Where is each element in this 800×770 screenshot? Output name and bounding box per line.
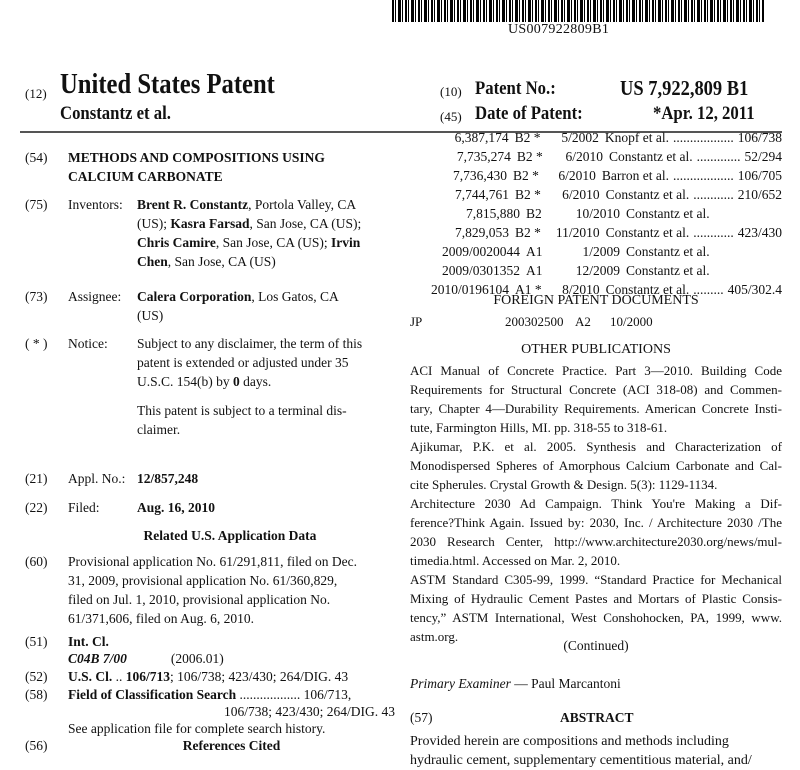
- code-54: (54): [25, 150, 48, 165]
- references-cited-heading: References Cited: [182, 738, 281, 753]
- references-cited-section: [25, 737, 395, 754]
- code-75: (75): [25, 197, 48, 212]
- inventor: Kasra Farsad: [170, 216, 250, 231]
- publication-line: tency,” ASTM International, West Conshohocken, PA, 1999, www.: [410, 610, 782, 625]
- foreign-reference: [410, 312, 782, 331]
- ref-class: 52/294: [744, 149, 782, 164]
- ref-name: Constantz et al.: [609, 149, 693, 164]
- dot-leader: .............: [696, 149, 741, 164]
- inventor-location: , San Jose, CA (US);: [249, 216, 362, 231]
- abstract-heading: [410, 708, 782, 727]
- assignee-location: , Los Gatos, CA: [251, 289, 339, 304]
- examiner-name: Paul Marcantoni: [531, 676, 621, 691]
- examiner-label: Primary Examiner: [410, 676, 511, 691]
- publication: [410, 494, 782, 570]
- field-search-note: See application file for complete search history.: [68, 721, 326, 736]
- ref-kind: A1: [526, 263, 543, 278]
- ref-class: 405/302.4: [727, 282, 783, 297]
- ref-number: 7,815,880: [466, 206, 520, 221]
- dot-leader: ..................: [672, 168, 734, 183]
- continued-label: (Continued): [563, 638, 629, 653]
- publication: [410, 437, 782, 494]
- ref-number: 2010/0196104: [431, 282, 510, 297]
- inventor-location: (US);: [137, 216, 171, 231]
- provisional-text: 31, 2009, provisional application No. 61/360,829,: [68, 573, 338, 588]
- notice-text: claimer.: [137, 422, 181, 437]
- int-cl-section: [25, 633, 395, 667]
- reference-row: [410, 166, 782, 185]
- field-search-text: 106/713,: [303, 687, 352, 702]
- notice-section: [25, 334, 395, 439]
- notice-label: Notice:: [68, 336, 108, 351]
- ref-kind: A1 *: [515, 282, 542, 297]
- inventors-section: [25, 195, 395, 271]
- notice-text: days.: [239, 374, 272, 389]
- code-10: (10): [440, 84, 462, 99]
- inventor: Irvin: [331, 235, 361, 250]
- publication-line: timedia.html. Accessed on Mar. 2, 2010.: [410, 553, 621, 568]
- ref-number: 6,387,174: [454, 130, 509, 145]
- inventor: Brent R. Constantz: [137, 197, 249, 212]
- abstract-line: Provided herein are compositions and methods including: [410, 734, 729, 749]
- publication-line: ASTM Standard C305-99, 1999. “Standard Practice for Mechanical: [410, 572, 782, 587]
- patent-no-label: Patent No.:: [475, 78, 556, 99]
- code-56: (56): [25, 738, 48, 753]
- us-cl-label: U.S. Cl.: [68, 669, 113, 684]
- int-cl-year: (2006.01): [170, 651, 224, 666]
- date-label: Date of Patent:: [475, 103, 583, 124]
- provisional-text: filed on Jul. 1, 2010, provisional application No.: [68, 592, 331, 607]
- ref-date: 8/2010: [562, 282, 600, 297]
- publication-line: cite Spherules. Crystal Growth & Design. 5(3): 1129-1134.: [410, 477, 718, 492]
- dot-leader: [710, 242, 782, 261]
- inventor: Chris Camire: [137, 235, 216, 250]
- title-line: CALCIUM CARBONATE: [68, 169, 223, 184]
- ref-kind: B2 *: [515, 187, 541, 202]
- inventors-short: Constantz et al.: [60, 103, 172, 124]
- ref-date: 6/2010: [558, 168, 596, 183]
- publication: [410, 361, 782, 437]
- dot-leader: ............: [693, 187, 734, 202]
- code-21: (21): [25, 471, 48, 486]
- ref-kind: B2 *: [514, 130, 541, 145]
- publication-line: Requirements for Structural Concrete (ACI 318-08) and Commen-: [410, 382, 782, 397]
- code-45: (45): [440, 109, 462, 124]
- foreign-country: JP: [410, 314, 423, 329]
- title-section: [25, 148, 395, 186]
- publication: [410, 570, 782, 646]
- reference-row: [410, 147, 782, 166]
- ref-name: Constantz et al.: [605, 225, 690, 240]
- ref-name: Knopf et al.: [604, 130, 669, 145]
- reference-row: [410, 204, 782, 223]
- inventor-location: , San Jose, CA (US): [167, 254, 276, 269]
- inventors-label: Inventors:: [68, 197, 123, 212]
- ref-number: 7,736,430: [452, 168, 507, 183]
- inventor-location: , Portola Valley, CA: [248, 197, 357, 212]
- ref-name: Barron et al.: [601, 168, 669, 183]
- field-search-text: 106/738; 423/430; 264/DIG. 43: [224, 704, 395, 719]
- ref-class: 106/705: [737, 168, 782, 183]
- reference-row: [410, 242, 782, 261]
- inventor: Chen: [137, 254, 168, 269]
- code-12: (12): [25, 86, 47, 101]
- ref-date: 1/2009: [582, 244, 620, 259]
- us-references-list: [410, 128, 782, 299]
- publication-line: Monodispersed Spheres of Amorphous Calcium Carbonate and Cal-: [410, 458, 782, 473]
- dot-leader: ............: [693, 225, 734, 240]
- assignee-name: Calera Corporation: [137, 289, 252, 304]
- notice-text: Subject to any disclaimer, the term of this: [137, 336, 363, 351]
- code-22: (22): [25, 500, 48, 515]
- notice-text: This patent is subject to a terminal dis-: [137, 403, 347, 418]
- publication-line: ference?Think Again. Issued by: 2030, Inc. / Architecture 2030 /The: [410, 515, 782, 530]
- primary-examiner: [410, 674, 782, 693]
- publication-line: tute, Farmington Hills, MI. pp. 318-55 to 318-61.: [410, 420, 668, 435]
- patent-date: *Apr. 12, 2011: [653, 103, 755, 124]
- publication-line: astm.org.: [410, 629, 459, 644]
- ref-kind: B2 *: [512, 168, 539, 183]
- inventor-location: , San Jose, CA (US);: [215, 235, 332, 250]
- ref-class: 423/430: [737, 225, 783, 240]
- dot-leader: .........: [693, 282, 724, 297]
- code-notice: ( * ): [25, 336, 48, 351]
- ref-kind: A1: [526, 244, 543, 259]
- reference-row: [410, 261, 782, 280]
- appl-no-section: [25, 469, 395, 488]
- reference-row: [410, 128, 782, 147]
- barcode: [392, 0, 764, 22]
- ref-class: 106/738: [737, 130, 782, 145]
- ref-date: 10/2010: [575, 206, 620, 221]
- dot-leader: ..................: [672, 130, 734, 145]
- filed-date: Aug. 16, 2010: [137, 500, 216, 515]
- patent-type-title: United States Patent: [60, 69, 275, 100]
- examiner-separator: —: [510, 676, 532, 691]
- field-search-section: [25, 686, 395, 737]
- provisional-text: 61/371,606, filed on Aug. 6, 2010.: [68, 611, 254, 626]
- code-57: (57): [410, 710, 433, 725]
- code-58: (58): [25, 687, 48, 702]
- us-cl-main: 106/713: [125, 669, 171, 684]
- ref-date: 5/2002: [561, 130, 599, 145]
- appl-no: 12/857,248: [137, 471, 199, 486]
- ref-kind: B2 *: [515, 225, 541, 240]
- abstract-text: [410, 732, 782, 770]
- dot-leader: [710, 261, 782, 280]
- ref-name: Constantz et al.: [605, 187, 690, 202]
- ref-number: 2009/0301352: [441, 263, 520, 278]
- notice-days: 0: [233, 374, 240, 389]
- filed-label: Filed:: [68, 500, 100, 515]
- us-cl-rest: ; 106/738; 423/430; 264/DIG. 43: [170, 669, 349, 684]
- provisional-section: [25, 552, 395, 628]
- ref-date: 11/2010: [555, 225, 600, 240]
- other-publications-heading: OTHER PUBLICATIONS: [521, 342, 671, 357]
- ref-date: 6/2010: [565, 149, 603, 164]
- ref-name: Constantz et al.: [626, 244, 710, 259]
- ref-kind: B2: [526, 206, 542, 221]
- assignee-label: Assignee:: [68, 289, 122, 304]
- foreign-heading: FOREIGN PATENT DOCUMENTS: [493, 293, 699, 308]
- related-heading-text: Related U.S. Application Data: [143, 528, 317, 543]
- code-51: (51): [25, 634, 48, 649]
- field-search-label: Field of Classification Search: [68, 687, 237, 702]
- ref-date: 12/2009: [575, 263, 620, 278]
- publication-line: 2030 Research Center, http://www.architecture2030.org/news/mul-: [410, 534, 782, 549]
- us-cl-section: [25, 668, 395, 685]
- filed-section: [25, 498, 395, 517]
- reference-row: [410, 223, 782, 242]
- ref-name: Constantz et al.: [626, 206, 710, 221]
- foreign-kind: A2: [575, 314, 591, 329]
- notice-text: patent is extended or adjusted under 35: [137, 355, 349, 370]
- code-60: (60): [25, 554, 48, 569]
- publications-list: [410, 361, 782, 646]
- ref-kind: B2 *: [516, 149, 543, 164]
- code-73: (73): [25, 289, 48, 304]
- publication-line: ACI Manual of Concrete Practice. Part 3—2010. Building Code: [410, 363, 782, 378]
- barcode-number: US007922809B1: [508, 22, 610, 37]
- ref-number: 7,744,761: [455, 187, 510, 202]
- ref-number: 7,829,053: [455, 225, 510, 240]
- ref-name: Constantz et al.: [605, 282, 690, 297]
- int-cl-label: Int. Cl.: [68, 634, 109, 649]
- dot-leader: ..: [112, 669, 126, 684]
- reference-row: [410, 185, 782, 204]
- publication-line: tary, Chapter 4—Durability Requirements. American Concrete Insti-: [410, 401, 782, 416]
- related-heading: [45, 526, 415, 545]
- ref-number: 2009/0020044: [441, 244, 520, 259]
- code-52: (52): [25, 669, 48, 684]
- publication-line: Mixing of Hydraulic Cement Pastes and Mortars of Plastic Consis-: [410, 591, 782, 606]
- abstract-line: hydraulic cement, supplementary cementitious material, and/: [410, 753, 752, 768]
- publication-line: Architecture 2030 Ad Campaign. Think You're Making a Dif-: [410, 496, 782, 511]
- patent-number: US 7,922,809 B1: [620, 76, 749, 100]
- ref-date: 6/2010: [562, 187, 600, 202]
- notice-text: U.S.C. 154(b) by: [137, 374, 234, 389]
- int-cl-class: C04B 7/00: [68, 651, 127, 666]
- ref-number: 7,735,274: [456, 149, 511, 164]
- dot-leader: ..................: [236, 687, 304, 702]
- title-line: METHODS AND COMPOSITIONS USING: [68, 150, 325, 165]
- appl-no-label: Appl. No.:: [68, 471, 126, 486]
- publication-line: Ajikumar, P.K. et al. 2005. Synthesis and Characterization of: [410, 439, 782, 454]
- foreign-no: 200302500: [505, 314, 564, 329]
- dot-leader: [710, 204, 782, 223]
- assignee-location: (US): [137, 308, 164, 323]
- abstract-title: ABSTRACT: [560, 710, 634, 725]
- ref-class: 210/652: [737, 187, 783, 202]
- assignee-section: [25, 287, 395, 325]
- ref-name: Constantz et al.: [626, 263, 710, 278]
- provisional-text: Provisional application No. 61/291,811, filed on Dec.: [68, 554, 357, 569]
- foreign-date: 10/2000: [610, 314, 653, 329]
